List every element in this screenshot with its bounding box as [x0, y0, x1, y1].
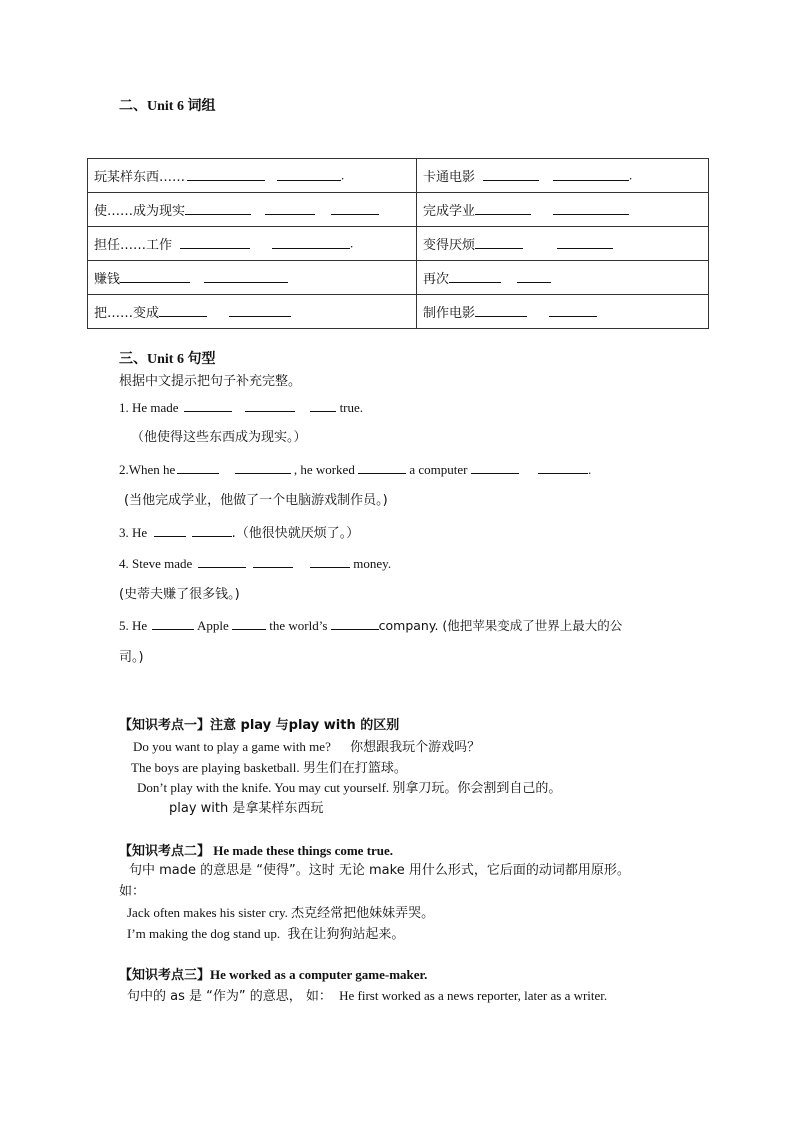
- question-2: [119, 463, 591, 476]
- table-row: [88, 193, 709, 227]
- example-en: The boys are playing basketball.: [131, 760, 300, 775]
- question-text: 3. He: [119, 525, 148, 540]
- question-text: Apple: [196, 618, 229, 633]
- answer-blank[interactable]: [192, 526, 232, 537]
- answer-blank[interactable]: [310, 401, 336, 412]
- answer-blank[interactable]: [277, 170, 341, 181]
- point-1-note: play with 是拿某样东西玩: [169, 801, 324, 816]
- table-cell: [88, 261, 417, 295]
- question-1: [119, 401, 363, 414]
- table-row: [88, 159, 709, 193]
- example-cn: 杰克经常把他妹妹弄哭。: [291, 906, 435, 921]
- table-row: [88, 295, 709, 329]
- table-row: [88, 261, 709, 295]
- table-cell: [417, 193, 709, 227]
- question-5-continuation: 司。): [119, 650, 144, 665]
- section-2-title: 二、Unit 6 词组: [119, 99, 216, 114]
- example-en: Don’t play with the knife. You may cut yourself.: [137, 780, 390, 795]
- question-text: true.: [339, 400, 364, 415]
- answer-blank[interactable]: [159, 306, 207, 317]
- question-3: [119, 526, 359, 540]
- example-cn: 我在让狗狗站起来。: [287, 927, 405, 942]
- answer-blank[interactable]: [245, 401, 295, 412]
- phrase-tail: .: [341, 167, 345, 183]
- question-2-translation: (当他完成学业，他做了一个电脑游戏制作员。): [124, 493, 388, 508]
- example-cn: 别拿刀玩。你会割到自己的。: [392, 781, 562, 796]
- point-2-line-2: 如：: [119, 884, 146, 899]
- question-text: money.: [353, 556, 392, 571]
- table-cell: [88, 193, 417, 227]
- phrase-label: 玩某样东西……: [94, 170, 186, 185]
- point-1-title: 【知识考点一】注意 play 与play with 的区别: [119, 718, 400, 733]
- table-cell: [417, 227, 709, 261]
- answer-blank[interactable]: [358, 463, 406, 474]
- table-cell: [88, 159, 417, 193]
- answer-blank[interactable]: [272, 238, 350, 249]
- table-row: [88, 227, 709, 261]
- question-text: company. (他把苹果变成了世界上最大的公: [378, 618, 623, 633]
- instruction-text: 根据中文提示把句子补充完整。: [119, 374, 302, 389]
- answer-blank[interactable]: [232, 619, 266, 630]
- point-2-line-1: 句中 made 的意思是 “使得”。这时 无论 make 用什么形式，它后面的动词都用原形。: [129, 863, 630, 878]
- question-text: .（他很快就厌烦了。）: [231, 526, 360, 541]
- table-cell: [417, 295, 709, 329]
- point-2-line-4: [127, 927, 404, 941]
- point-1-line-1: [133, 740, 480, 754]
- table-cell: [417, 159, 709, 193]
- point-1-line-2: [131, 761, 407, 775]
- answer-blank[interactable]: [177, 463, 219, 474]
- example-en: I’m making the dog stand up.: [127, 926, 281, 941]
- answer-blank[interactable]: [553, 204, 629, 215]
- table-cell: [88, 295, 417, 329]
- answer-blank[interactable]: [471, 463, 519, 474]
- example-en: He first worked as a news reporter, later as a writer.: [339, 988, 608, 1003]
- phrase-label: 再次: [423, 272, 450, 287]
- question-text: 4. Steve made: [119, 556, 193, 571]
- table-cell: [417, 261, 709, 295]
- section-3-title: 三、Unit 6 句型: [119, 352, 216, 367]
- answer-blank[interactable]: [120, 272, 190, 283]
- phrase-label: 使……成为现实: [94, 204, 186, 219]
- answer-blank[interactable]: [235, 463, 291, 474]
- answer-blank[interactable]: [229, 306, 291, 317]
- phrase-tail: .: [350, 235, 354, 251]
- answer-blank[interactable]: [549, 306, 597, 317]
- answer-blank[interactable]: [152, 619, 194, 630]
- point-3-title: 【知识考点三】He worked as a computer game-maker.: [119, 967, 428, 982]
- question-text: 1. He made: [119, 400, 179, 415]
- answer-blank[interactable]: [265, 204, 315, 215]
- table-cell: [88, 227, 417, 261]
- phrase-label: 完成学业: [423, 204, 476, 219]
- answer-blank[interactable]: [253, 557, 293, 568]
- answer-blank[interactable]: [475, 204, 531, 215]
- phrase-tail: .: [629, 167, 633, 183]
- answer-blank[interactable]: [331, 619, 379, 630]
- answer-blank[interactable]: [180, 238, 250, 249]
- answer-blank[interactable]: [310, 557, 350, 568]
- example-en: Jack often makes his sister cry.: [127, 905, 288, 920]
- point-1-line-3: [137, 781, 561, 795]
- answer-blank[interactable]: [154, 526, 186, 537]
- answer-blank[interactable]: [185, 204, 251, 215]
- example-cn: 男生们在打篮球。: [302, 761, 407, 776]
- answer-blank[interactable]: [204, 272, 288, 283]
- question-4-translation: (史蒂夫赚了很多钱。): [119, 587, 240, 602]
- question-1-translation: （他使得这些东西成为现实。）: [131, 430, 307, 445]
- phrase-label: 卡通电影: [423, 170, 476, 185]
- answer-blank[interactable]: [517, 272, 551, 283]
- answer-blank[interactable]: [449, 272, 501, 283]
- question-text: 2.When he: [119, 462, 176, 477]
- example-cn: 句中的 as 是 “作为” 的意思， 如：: [127, 989, 332, 1004]
- phrase-label: 赚钱: [94, 272, 121, 287]
- question-4: [119, 557, 391, 570]
- question-text: 5. He: [119, 618, 148, 633]
- point-3-line-1: [127, 989, 607, 1003]
- answer-blank[interactable]: [184, 401, 232, 412]
- example-cn: 你想跟我玩个游戏吗？: [350, 740, 481, 755]
- example-en: Do you want to play a game with me?: [133, 739, 331, 754]
- answer-blank[interactable]: [475, 238, 523, 249]
- point-2-title: 【知识考点二】 He made these things come true.: [119, 843, 394, 858]
- answer-blank[interactable]: [483, 170, 539, 181]
- question-5: [119, 619, 622, 633]
- vocab-table: [87, 158, 709, 329]
- question-text: a computer: [409, 462, 468, 477]
- answer-blank[interactable]: [331, 204, 379, 215]
- point-2-line-3: [127, 906, 434, 920]
- question-text: .: [587, 462, 592, 477]
- question-text: the world’s: [269, 618, 328, 633]
- answer-blank[interactable]: [553, 170, 629, 181]
- phrase-label: 担任……工作: [94, 238, 173, 253]
- answer-blank[interactable]: [538, 463, 588, 474]
- phrase-label: 制作电影: [423, 306, 476, 321]
- answer-blank[interactable]: [187, 170, 265, 181]
- answer-blank[interactable]: [198, 557, 246, 568]
- answer-blank[interactable]: [475, 306, 527, 317]
- question-text: , he worked: [293, 462, 355, 477]
- answer-blank[interactable]: [557, 238, 613, 249]
- phrase-label: 变得厌烦: [423, 238, 476, 253]
- phrase-label: 把……变成: [94, 306, 160, 321]
